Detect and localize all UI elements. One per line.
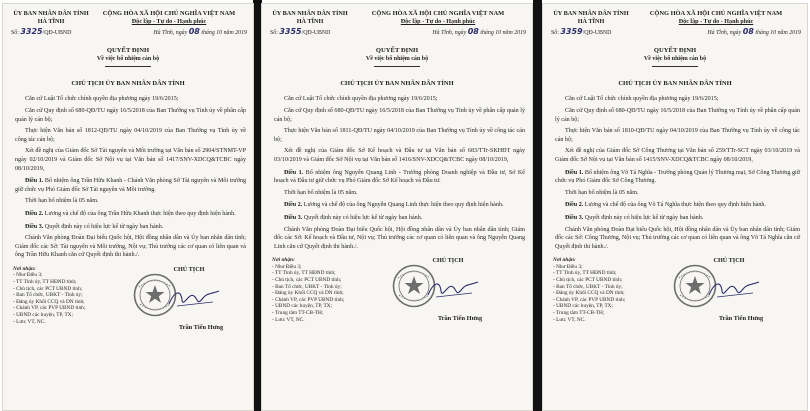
document-number: Số: 3359/QĐ-UBND bbox=[551, 27, 612, 36]
number-date-line bbox=[543, 26, 807, 38]
recipient-item: - Chánh VP, các PVP UBND tỉnh; bbox=[13, 305, 86, 312]
recipient-item: - Đảng ủy Khối CCQ và DN tỉnh; bbox=[553, 290, 625, 297]
decision-document bbox=[543, 4, 807, 410]
recipients-list bbox=[272, 257, 370, 331]
document-subtitle: Về việc bổ nhiệm cán bộ bbox=[96, 56, 160, 63]
gap-divider-right bbox=[533, 0, 542, 411]
body-paragraph: Điều 2. Lương và chế độ của ông Nguyễn Quang Linh thực hiện theo quy định hiện hành. bbox=[284, 202, 504, 209]
body-paragraph: Điều 1. Bổ nhiệm ông Nguyễn Quang Linh - Trưởng phòng Doanh nghiệp và Đầu tư, Sở Kế hoạch và Đầu tư giữ chức vụ Phó Giám đốc Sở Kế hoạch và Đầu tư. bbox=[274, 169, 526, 185]
signature-block bbox=[651, 257, 801, 331]
issuer-heading: CHỦ TỊCH ỦY BAN NHÂN DÂN TỈNH bbox=[71, 79, 185, 87]
document-title: QUYẾT ĐỊNH bbox=[375, 46, 419, 54]
document-subtitle: Về việc bổ nhiệm cán bộ bbox=[365, 56, 429, 63]
number-date-line bbox=[3, 26, 253, 38]
signature-block bbox=[370, 257, 526, 331]
recipient-item: - Trung tâm TT-CB-TH; bbox=[272, 310, 324, 317]
issue-date: Hà Tĩnh, ngày 08 tháng 10 năm 2019 bbox=[432, 27, 526, 36]
body-paragraph: Xét đề nghị của Giám đốc Sở Kế hoạch và Đầu tư tại Văn bản số 683/TTr-SKHĐT ngày 03/10/2019 và Giám đốc Sở Nội vụ tại Văn bản số 1416/SNV-XDCQ&TCBC ngày 08/10/2019, bbox=[274, 148, 525, 163]
body-paragraph: Căn cứ Quy định số 680-QĐ/TU ngày 16/5/2018 của Ban Thường vụ Tỉnh ủy về phân cấp quản lý cán bộ; bbox=[15, 107, 246, 123]
national-heading bbox=[350, 10, 526, 26]
recipient-item: - Đảng ủy Khối CCQ và DN tỉnh; bbox=[13, 298, 85, 305]
document-footer bbox=[262, 257, 532, 331]
national-motto: Độc lập - Tự do - Hạnh phúc bbox=[131, 19, 207, 25]
body-paragraph: Điều 3. Quyết định này có hiệu lực kể từ ngày ban hành. bbox=[284, 214, 423, 221]
issue-date: Hà Tĩnh, ngày 08 tháng 10 năm 2019 bbox=[707, 27, 801, 36]
recipient-item: - Ban Tổ chức, UBKT - Tỉnh ủy; bbox=[13, 292, 83, 299]
recipients-heading: Nơi nhận: bbox=[553, 257, 576, 264]
signature-block bbox=[111, 266, 247, 340]
body-paragraph: Căn cứ Luật Tổ chức chính quyền địa phương ngày 19/6/2015; bbox=[565, 96, 719, 103]
document-header bbox=[3, 4, 253, 26]
recipients-heading: Nơi nhận: bbox=[13, 265, 36, 272]
body-paragraph: Điều 1. Bổ nhiệm ông Trần Hữu Khanh - Chánh Văn phòng Sở Tài nguyên và Môi trường giữ chức vụ Phó Giám đốc Sở Tài nguyên và Môi trường. bbox=[15, 178, 247, 193]
body-paragraph: Điều 2. Lương và chế độ của ông Trần Hữu Khanh thực hiện theo quy định hiện hành. bbox=[25, 210, 236, 217]
nation-name: CỘNG HÒA XÃ HỘI CHỦ NGHĨA VIỆT NAM bbox=[371, 10, 505, 17]
signer-name: Trần Tiến Hưng bbox=[178, 323, 224, 331]
recipients-list bbox=[13, 266, 111, 340]
handwritten-signature-icon bbox=[167, 286, 221, 310]
document-title: QUYẾT ĐỊNH bbox=[653, 46, 697, 54]
issuing-agency: ỦY BAN NHÂN DÂN TỈNH HÀ TĨNH bbox=[553, 10, 629, 25]
document-body bbox=[262, 95, 532, 251]
handwritten-signature-icon bbox=[426, 277, 480, 301]
body-paragraph: Căn cứ Luật Tổ chức chính quyền địa phương ngày 19/6/2015; bbox=[25, 96, 179, 103]
signer-name: Trần Tiến Hưng bbox=[437, 315, 483, 323]
body-paragraph: Chánh Văn phòng Đoàn Đại biểu Quốc hội, Hội đồng nhân dân và Ủy ban nhân dân tỉnh; Giám đốc các Sở: Công Thương, Nội vụ; Thủ trưởng các cơ quan có liên quan và ông Võ Tá Nghĩa căn cứ Quyết định thi hành./. bbox=[555, 226, 800, 250]
document-footer bbox=[543, 257, 807, 331]
body-paragraph: Điều 1. Bổ nhiệm ông Võ Tá Nghĩa - Trưởng phòng Quản lý Thương mại, Sở Công Thương giữ chức vụ Phó Giám đốc Sở Công Thương. bbox=[555, 169, 800, 185]
number-date-line bbox=[262, 26, 532, 38]
recipient-item: - Lưu: VT, NC. bbox=[553, 316, 586, 323]
recipients-heading: Nơi nhận: bbox=[272, 257, 295, 264]
body-paragraph: Chánh Văn phòng Đoàn Đại biểu Quốc hội, Hội đồng nhân dân và Ủy ban nhân dân tỉnh; Giám đốc các Sở: Tài nguyên và Môi trường, Nội vụ; Thủ trưởng các cơ quan có liên quan và ông Trần Hữu Khanh căn cứ Quyết định thi hành./. bbox=[15, 235, 246, 259]
body-paragraph: Chánh Văn phòng Đoàn Đại biểu Quốc hội, Hội đồng nhân dân và Ủy ban nhân dân tỉnh; Giám đốc các Sở: Kế hoạch và Đầu tư, Nội vụ; Thủ trưởng các cơ quan có liên quan và ông Nguyễn Quang Linh căn cứ Quyết định thi hành./. bbox=[274, 226, 525, 250]
recipient-item: - Như Điều 3; bbox=[553, 263, 583, 270]
recipient-item: - Chánh VP, các PVP UBND tỉnh; bbox=[553, 296, 626, 303]
signer-name: Trần Tiến Hưng bbox=[718, 315, 764, 323]
body-paragraph: Xét đề nghị của Giám đốc Sở Tài nguyên và Môi trường tại Văn bản số 2904/STNMT-VP ngày 02/10/2019 và Giám đốc Sở Nội vụ tại Văn bản số 1417/SNV-XDCQ&TCBC ngày 08/10/2019, bbox=[15, 148, 246, 172]
document-body bbox=[543, 95, 807, 251]
body-paragraph: Căn cứ Quy định số 680-QĐ/TU ngày 16/5/2018 của Ban Thường vụ Tỉnh ủy về phân cấp quản lý cán bộ; bbox=[274, 107, 525, 123]
body-paragraph: Thời hạn bổ nhiệm là 05 năm. bbox=[565, 189, 639, 196]
document-header bbox=[543, 4, 807, 26]
recipient-item: - TT Tỉnh ủy, TT HĐND tỉnh; bbox=[553, 270, 617, 277]
body-paragraph: Thời hạn bổ nhiệm là 05 năm. bbox=[284, 189, 358, 196]
document-header bbox=[262, 4, 532, 26]
body-paragraph: Xét đề nghị của Giám đốc Sở Công Thương tại Văn bản số 259/TTr-SCT ngày 03/10/2019 và Giám đốc Sở Nội vụ tại Văn bản số 1415/SNV-XDCQ&TCBC ngày 08/10/2019, bbox=[555, 148, 800, 163]
issuer-heading: CHỦ TỊCH ỦY BAN NHÂN DÂN TỈNH bbox=[340, 79, 454, 87]
national-heading bbox=[631, 10, 801, 26]
body-paragraph: Điều 3. Quyết định này có hiệu lực kể từ ngày ban hành. bbox=[25, 223, 164, 230]
recipient-item: - Lưu: VT, NC. bbox=[272, 316, 305, 323]
recipient-item: - Ban Tổ chức, UBKT - Tỉnh ủy; bbox=[553, 283, 623, 290]
recipient-item: - TT Tỉnh ủy, TT HĐND tỉnh; bbox=[272, 270, 336, 277]
recipient-item: - Chủ tịch, các PCT UBND tỉnh; bbox=[553, 277, 623, 284]
issuing-agency: ỦY BAN NHÂN DÂN TỈNH HÀ TĨNH bbox=[272, 10, 348, 25]
recipient-item: - Ban Tổ chức, UBKT - Tỉnh ủy; bbox=[272, 283, 342, 290]
signer-role: CHỦ TỊCH bbox=[432, 257, 464, 265]
recipient-item: - Đảng ủy Khối CCQ và DN tỉnh; bbox=[272, 290, 344, 297]
recipient-item: - Trung tâm TT-CB-TH; bbox=[553, 310, 605, 317]
document-number: Số: 3355/QĐ-UBND bbox=[270, 27, 331, 36]
handwritten-signature-icon bbox=[707, 277, 761, 301]
body-paragraph: Thực hiện Văn bản số 1811-QĐ/TU ngày 04/10/2019 của Ban Thường vụ Tỉnh ủy về công tác cán bộ; bbox=[274, 128, 525, 143]
recipient-item: - Chủ tịch, các PCT UBND tỉnh; bbox=[13, 285, 83, 292]
handwritten-day: 08 bbox=[742, 27, 754, 36]
body-paragraph: Thực hiện Văn bản số 1810-QĐ/TU ngày 04/10/2019 của Ban Thường vụ Tỉnh ủy về công tác cán bộ; bbox=[555, 128, 800, 143]
recipients-list bbox=[553, 257, 651, 331]
recipient-item: - Như Điều 3; bbox=[13, 272, 43, 279]
recipient-item: - TT Tỉnh ủy, TT HĐND tỉnh; bbox=[13, 279, 77, 286]
handwritten-number: 3325 bbox=[20, 27, 43, 36]
recipient-item: - Chánh VP, các PVP UBND tỉnh; bbox=[272, 296, 345, 303]
nation-name: CỘNG HÒA XÃ HỘI CHỦ NGHĨA VIỆT NAM bbox=[102, 10, 236, 17]
body-paragraph: Thực hiện Văn bản số 1812-QĐ/TU ngày 04/10/2019 của Ban Thường vụ Tỉnh ủy về công tác cán bộ; bbox=[15, 128, 246, 143]
body-paragraph: Điều 3. Quyết định này có hiệu lực kể từ ngày ban hành. bbox=[565, 214, 704, 221]
body-paragraph: Căn cứ Quy định số 680-QĐ/TU ngày 16/5/2018 của Ban Thường vụ Tỉnh ủy về phân cấp quản lý cán bộ; bbox=[555, 107, 800, 123]
title-underline bbox=[374, 66, 420, 67]
recipient-item: - UBND các huyện, TP, TX; bbox=[553, 303, 613, 310]
recipient-item: - UBND các huyện, TP, TX; bbox=[13, 312, 73, 319]
issuer-heading: CHỦ TỊCH ỦY BAN NHÂN DÂN TỈNH bbox=[618, 79, 732, 87]
gap-divider-left bbox=[253, 0, 262, 411]
issuing-agency: ỦY BAN NHÂN DÂN TỈNH HÀ TĨNH bbox=[13, 10, 89, 25]
handwritten-day: 08 bbox=[467, 27, 479, 36]
document-subtitle: Về việc bổ nhiệm cán bộ bbox=[643, 56, 707, 63]
document-body bbox=[3, 95, 253, 260]
body-paragraph: Điều 2. Lương và chế độ của ông Võ Tá Nghĩa thực hiện theo quy định hiện hành. bbox=[565, 202, 767, 209]
recipient-item: - Như Điều 3; bbox=[272, 263, 302, 270]
signer-role: CHỦ TỊCH bbox=[173, 265, 205, 273]
issue-date: Hà Tĩnh, ngày 08 tháng 10 năm 2019 bbox=[153, 27, 247, 36]
document-number: Số: 3325/QĐ-UBND bbox=[11, 27, 72, 36]
handwritten-number: 3359 bbox=[560, 27, 583, 36]
signer-role: CHỦ TỊCH bbox=[713, 257, 745, 265]
recipient-item: - Chủ tịch, các PCT UBND tỉnh; bbox=[272, 277, 342, 284]
national-motto: Độc lập - Tự do - Hạnh phúc bbox=[678, 19, 754, 25]
handwritten-number: 3355 bbox=[279, 27, 302, 36]
document-footer bbox=[3, 266, 253, 340]
nation-name: CỘNG HÒA XÃ HỘI CHỦ NGHĨA VIỆT NAM bbox=[649, 10, 783, 17]
national-motto: Độc lập - Tự do - Hạnh phúc bbox=[400, 19, 476, 25]
recipient-item: - UBND các huyện, TP, TX; bbox=[272, 303, 332, 310]
body-paragraph: Thời hạn bổ nhiệm là 05 năm. bbox=[25, 198, 99, 205]
decision-document bbox=[262, 4, 532, 410]
decision-document bbox=[3, 4, 253, 410]
national-heading bbox=[91, 10, 247, 26]
title-underline bbox=[105, 66, 151, 67]
document-title: QUYẾT ĐỊNH bbox=[106, 46, 150, 54]
handwritten-day: 08 bbox=[188, 27, 200, 36]
body-paragraph: Căn cứ Luật Tổ chức chính quyền địa phương ngày 19/6/2015; bbox=[284, 96, 438, 103]
title-underline bbox=[652, 66, 698, 67]
recipient-item: - Lưu: VT, NC. bbox=[13, 318, 46, 325]
